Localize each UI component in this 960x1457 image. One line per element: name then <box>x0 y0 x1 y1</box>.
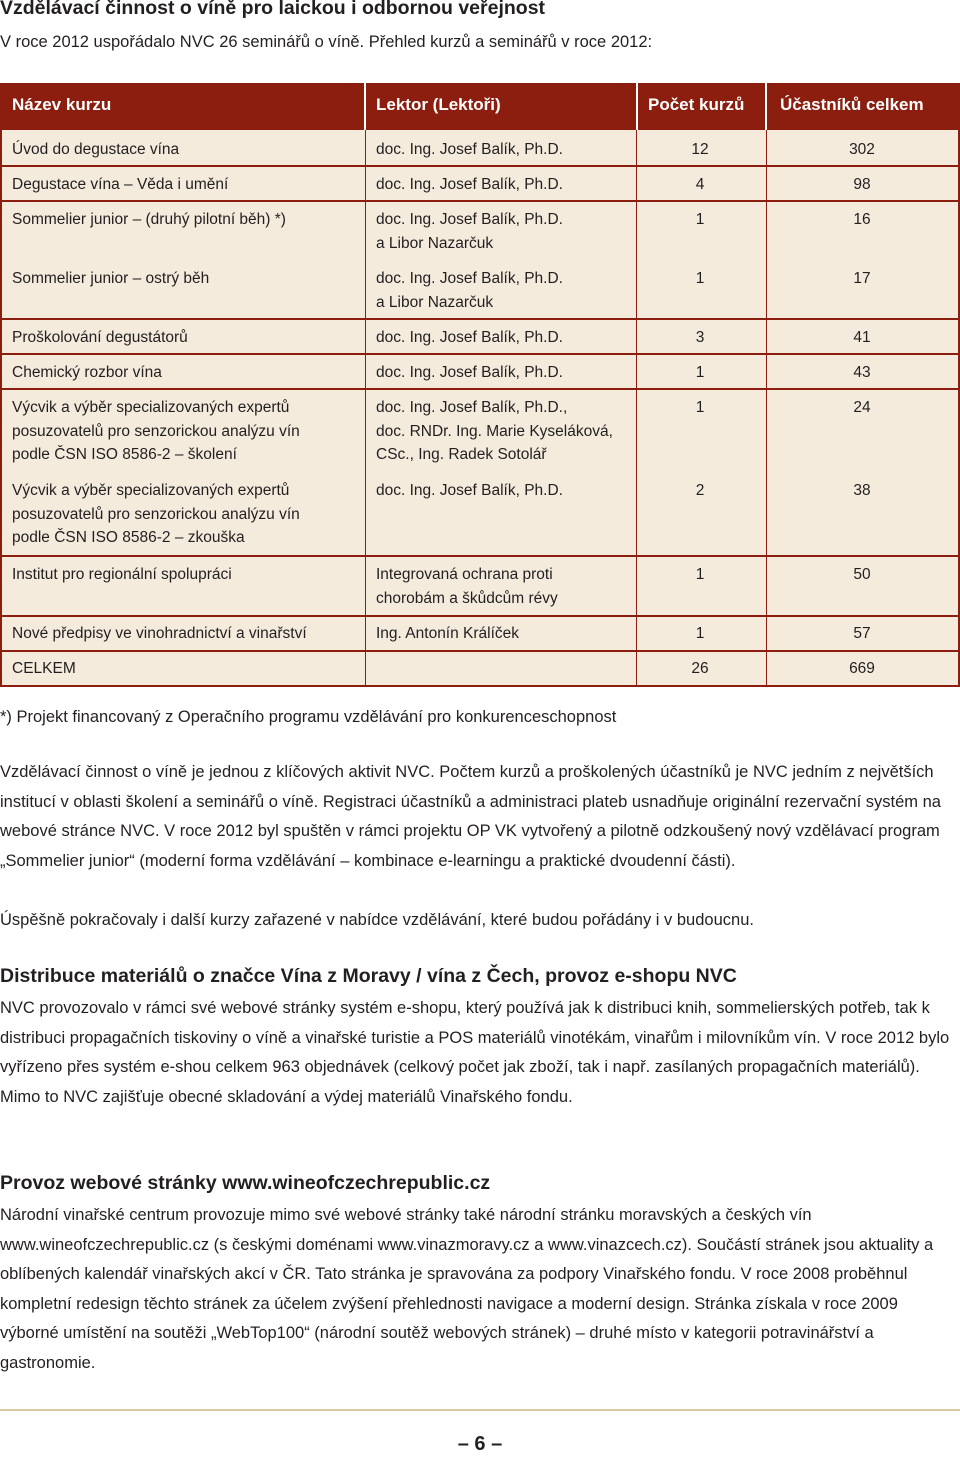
cell-count: 12 <box>691 141 709 158</box>
row-separator <box>0 318 960 320</box>
row-separator <box>0 165 960 167</box>
column-header-lector: Lektor (Lektoři) <box>376 95 501 114</box>
cell-count: 1 <box>695 211 705 228</box>
footer-rule <box>0 1409 960 1411</box>
cell-count: 3 <box>695 329 705 346</box>
cell-name: Institut pro regionální spolupráci <box>12 566 232 583</box>
cell-name: Degustace vína – Věda i umění <box>12 176 229 193</box>
cell-participants: 16 <box>853 211 871 228</box>
header-divider <box>765 83 767 130</box>
cell-name: Proškolování degustátorů <box>12 329 188 346</box>
cell-participants: 98 <box>853 176 871 193</box>
cell-count: 1 <box>695 625 705 642</box>
table-left-edge <box>0 130 2 687</box>
row-separator <box>0 388 960 390</box>
cell-count: 2 <box>695 482 705 499</box>
table-footnote: *) Projekt financovaný z Operačního programu vzdělávání pro konkurenceschopnost <box>0 708 617 726</box>
cell-name: Výcvik a výběr specializovaných expertů posuzovatelů pro senzorickou analýzu vín podle ČSN ISO 8586-2 – školení <box>12 399 300 463</box>
header-divider <box>364 83 366 130</box>
paragraph: Vzdělávací činnost o víně je jednou z klíčových aktivit NVC. Počtem kurzů a proškolených účastníků je NVC jedním z největších institucí v oblasti školení a seminářů o víně. Registraci účastníků a administraci plateb usnadňuje originální rezervační systém na webové stránce NVC. V roce 2012 byl spuštěn v rámci projektu OP VK vytvořený a pilotně odzkoušený nový vzdělávací program „Sommelier junior“ (moderní forma vzdělávání – kombinace e-learningu a praktické dvoudenní části). <box>0 763 941 870</box>
header-divider <box>636 83 638 130</box>
cell-count: 1 <box>695 399 705 416</box>
paragraph: Úspěšně pokračovaly i další kurzy zařazené v nabídce vzdělávání, které budou pořádány i v budoucnu. <box>0 911 754 929</box>
cell-name: Výcvik a výběr specializovaných expertů posuzovatelů pro senzorickou analýzu vín podle ČSN ISO 8586-2 – zkouška <box>12 482 300 546</box>
cell-participants: 38 <box>853 482 871 499</box>
cell-name: CELKEM <box>12 660 76 677</box>
cell-name: Nové předpisy ve vinohradnictví a vinařství <box>12 625 307 642</box>
row-separator <box>0 353 960 355</box>
cell-lector: doc. Ing. Josef Balík, Ph.D. a Libor Nazarčuk <box>376 211 563 252</box>
column-header-count: Počet kurzů <box>648 95 745 114</box>
cell-lector: doc. Ing. Josef Balík, Ph.D. <box>376 482 563 499</box>
cell-lector: doc. Ing. Josef Balík, Ph.D., doc. RNDr. Ing. Marie Kyseláková, CSc., Ing. Radek Sotolář <box>376 399 613 463</box>
cell-lector: doc. Ing. Josef Balík, Ph.D. a Libor Nazarčuk <box>376 270 563 311</box>
row-separator <box>0 650 960 652</box>
cell-participants: 57 <box>853 625 871 642</box>
cell-participants: 17 <box>853 270 871 287</box>
table-bottom-border <box>0 685 960 687</box>
cell-count: 1 <box>695 566 705 583</box>
column-header-participants: Účastníků celkem <box>780 95 924 114</box>
page-title: Vzdělávací činnost o víně pro laickou i odbornou veřejnost <box>0 0 546 19</box>
cell-participants: 43 <box>853 364 871 381</box>
section-paragraph: Národní vinařské centrum provozuje mimo své webové stránky také národní stránku moravských a českých vín www.wineofczechrepublic.cz (s českými doménami www.vinazmoravy.cz a www.vinazcech.cz). Součástí stránek jsou aktuality a oblíbených kalendář vinařských akcí v ČR. Tato stránka je spravována za podpory Vinařského fondu. V roce 2008 proběhnul kompletní redesign těchto stránek za účelem zvýšení přehlednosti navigace a moderní design. Stránka získala v roce 2009 výborné umístění na soutěži „WebTop100“ (národní soutěž webových stránek) – druhé místo v kategorii potravinářství a gastronomie. <box>0 1206 934 1372</box>
cell-count: 1 <box>695 270 705 287</box>
cell-count: 1 <box>695 364 705 381</box>
cell-participants: 24 <box>853 399 871 416</box>
cell-lector: doc. Ing. Josef Balík, Ph.D. <box>376 141 563 158</box>
page-subtitle: V roce 2012 uspořádalo NVC 26 seminářů o víně. Přehled kurzů a seminářů v roce 2012: <box>0 33 653 51</box>
cell-name: Chemický rozbor vína <box>12 364 162 381</box>
cell-name: Sommelier junior – ostrý běh <box>12 270 210 287</box>
cell-lector: doc. Ing. Josef Balík, Ph.D. <box>376 329 563 346</box>
cell-count: 4 <box>695 176 705 193</box>
column-divider <box>365 130 366 687</box>
row-separator <box>0 555 960 557</box>
row-separator <box>0 200 960 202</box>
cell-lector: doc. Ing. Josef Balík, Ph.D. <box>376 364 563 381</box>
cell-participants: 41 <box>853 329 871 346</box>
section-heading: Distribuce materiálů o značce Vína z Moravy / vína z Čech, provoz e-shopu NVC <box>0 965 737 987</box>
cell-lector: doc. Ing. Josef Balík, Ph.D. <box>376 176 563 193</box>
cell-participants: 302 <box>849 141 875 158</box>
column-header-name: Název kurzu <box>12 95 112 114</box>
cell-lector: Ing. Antonín Králíček <box>376 625 520 642</box>
cell-name: Úvod do degustace vína <box>12 141 180 158</box>
cell-participants: 669 <box>849 660 875 677</box>
section-heading: Provoz webové stránky www.wineofczechrepublic.cz <box>0 1172 491 1194</box>
section-paragraph: NVC provozovalo v rámci své webové stránky systém e-shopu, který používá jak k distribuci knih, sommelierských potřeb, tak k distribuci propagačních tiskoviny o víně a vinařské turistie a POS materiálů vinotékám, vinařům i milovníkům vín. V roce 2012 bylo vyřízeno přes systém e-shou celkem 963 objednávek (celkový počet jak zboží, tak i např. zasílaných propagačních materiálů). Mimo to NVC zajišťuje obecné skladování a výdej materiálů Vinařského fondu. <box>0 999 950 1106</box>
cell-name: Sommelier junior – (druhý pilotní běh) *) <box>12 211 286 228</box>
row-separator <box>0 615 960 617</box>
table-header <box>0 83 960 130</box>
page-number: – 6 – <box>457 1433 503 1455</box>
cell-participants: 50 <box>853 566 871 583</box>
cell-count: 26 <box>691 660 709 677</box>
cell-lector: Integrovaná ochrana proti chorobám a škůdcům révy <box>376 566 558 607</box>
